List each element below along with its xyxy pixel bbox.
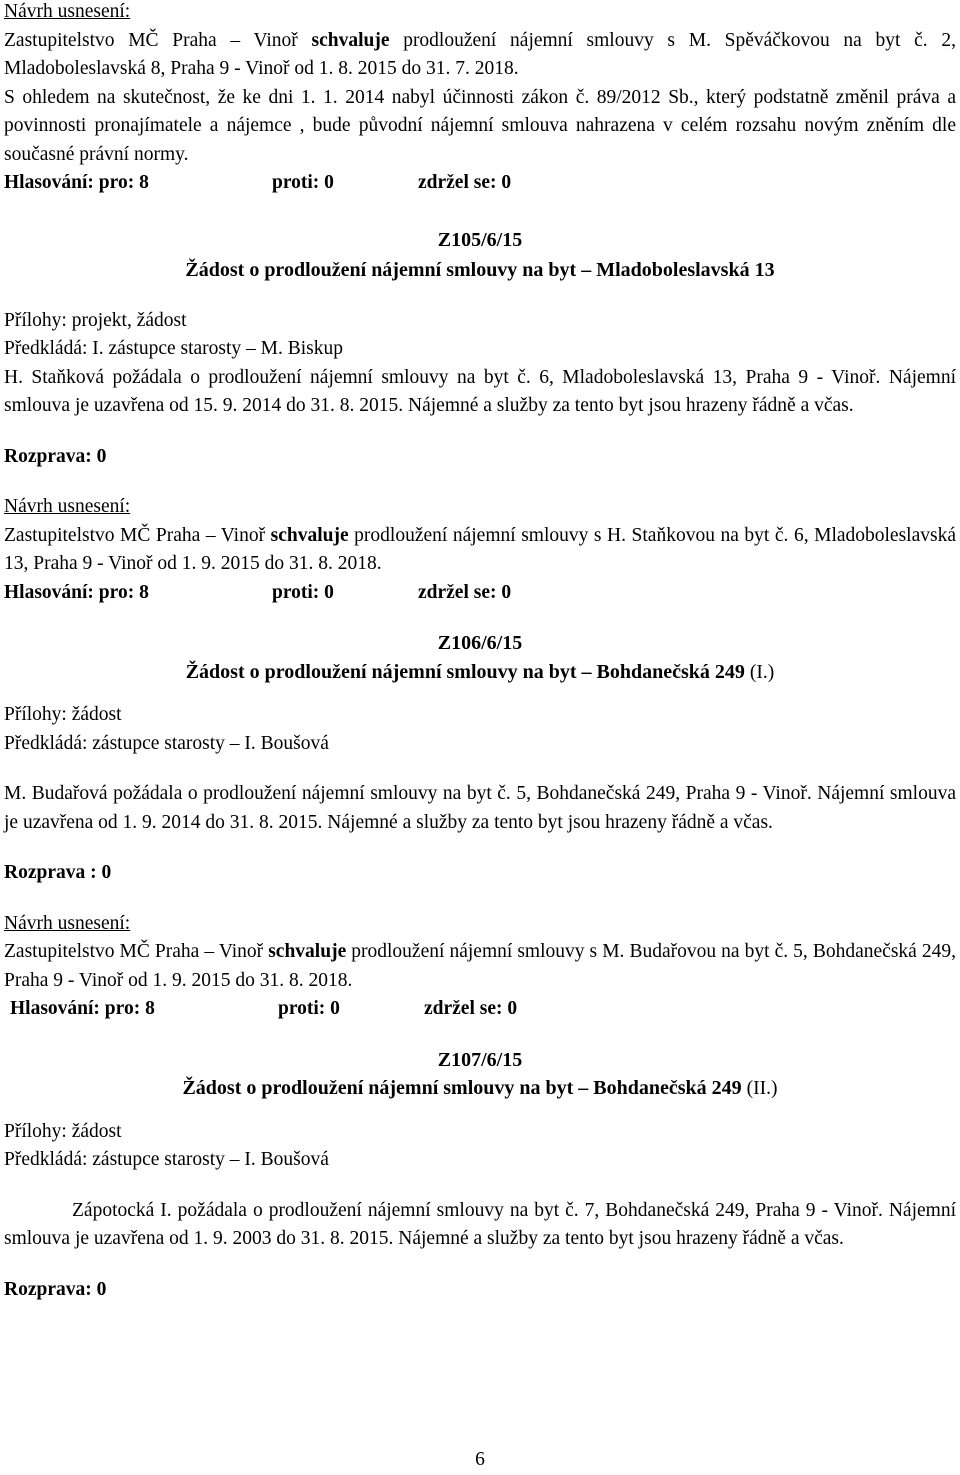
presenter: Předkládá: zástupce starosty – I. Boušová: [4, 1149, 329, 1170]
resolution-verb: schvaluje: [270, 524, 349, 546]
vote-zdrzel: zdržel se: 0: [418, 581, 512, 603]
vote-line: [4, 995, 956, 1024]
attachments: Přílohy: žádost: [4, 1120, 122, 1142]
item-body: H. Staňková požádala o prodloužení nájemní smlouvy na byt č. 6, Mladoboleslavská 13, Praha 9 - Vinoř. Nájemní smlouva je uzavřena od 15. 9. 2014 do 31. 8. 2015. Nájemné a služby za tento byt jsou hrazeny řádně a včas.: [4, 366, 956, 416]
resolution-text: Zastupitelstvo MČ Praha – Vinoř schvaluje prodloužení nájemní smlouvy s M. Budařovou na byt č. 5, Bohdanečská 249, Praha 9 - Vinoř od 1. 9. 2015 do 31. 8. 2018.: [4, 941, 956, 991]
discussion: Rozprava: 0: [4, 1278, 107, 1300]
presenter: Předkládá: zástupce starosty – I. Boušová: [4, 732, 329, 754]
attachments: Přílohy: projekt, žádost: [4, 309, 187, 331]
vote-pro: Hlasování: pro: 8: [4, 581, 149, 603]
item-body: M. Budařová požádala o prodloužení nájemní smlouvy na byt č. 5, Bohdanečská 249, Praha 9 - Vinoř. Nájemní smlouva je uzavřena od 1. 9. 2014 do 31. 8. 2015. Nájemné a služby za tento byt jsou hrazeny řádně a včas.: [4, 783, 956, 833]
presenter: Předkládá: I. zástupce starosty – M. Biskup: [4, 338, 344, 359]
resolution-text: Zastupitelstvo MČ Praha – Vinoř schvaluje prodloužení nájemní smlouvy s M. Spěváčkovou na byt č. 2, Mladoboleslavská 8, Praha 9 - Vinoř od 1. 8. 2015 do 31. 7. 2018.: [4, 29, 957, 79]
item-number: Z106/6/15: [437, 632, 523, 654]
discussion: Rozprava: 0: [4, 445, 107, 467]
vote-line: [4, 579, 956, 608]
vote-proti: proti: 0: [272, 581, 334, 603]
resolution-note: S ohledem na skutečnost, že ke dni 1. 1. 2014 nabyl účinnosti zákon č. 89/2012 Sb., který podstatně změnil práva a povinnosti pronajímatele a nájemce , bude původní nájemní smlouva nahrazena v celém rozsahu novým zněním dle současné právní normy.: [4, 86, 956, 165]
item-title: Žádost o prodloužení nájemní smlouvy na byt – Bohdanečská 249 (I.): [185, 660, 775, 683]
item-number: Z105/6/15: [437, 228, 523, 251]
discussion: Rozprava : 0: [4, 862, 112, 883]
item-title: Žádost o prodloužení nájemní smlouvy na byt – Mladoboleslavská 13: [185, 259, 775, 281]
vote-line: [4, 169, 956, 198]
vote-zdrzel: zdržel se: 0: [418, 172, 512, 193]
vote-proti: proti: 0: [278, 998, 340, 1019]
vote-zdrzel: zdržel se: 0: [424, 998, 518, 1019]
item-number: Z107/6/15: [437, 1048, 523, 1071]
document-page: [4, 0, 956, 1304]
resolution-heading: Návrh usnesení:: [4, 496, 131, 517]
vote-pro: Hlasování: pro: 8: [4, 172, 149, 193]
item-title: Žádost o prodloužení nájemní smlouvy na byt – Bohdanečská 249 (II.): [182, 1077, 778, 1099]
attachments: Přílohy: žádost: [4, 704, 122, 725]
page-number: 6: [475, 1449, 485, 1470]
agenda-item-z105: [4, 226, 956, 608]
item-body: Zápotocká I. požádala o prodloužení nájemní smlouvy na byt č. 7, Bohdanečská 249, Praha 9 - Vinoř. Nájemní smlouva je uzavřena od 1. 9. 2003 do 31. 8. 2015. Nájemné a služby za tento byt jsou hrazeny řádně a včas.: [4, 1199, 956, 1249]
resolution-verb: schvaluje: [268, 941, 347, 962]
resolution-verb: schvaluje: [311, 29, 390, 51]
agenda-item-z106: [4, 629, 956, 1024]
resolution-text: Zastupitelstvo MČ Praha – Vinoř schvaluje prodloužení nájemní smlouvy s H. Staňkovou na byt č. 6, Mladoboleslavská 13, Praha 9 - Vinoř od 1. 9. 2015 do 31. 8. 2018.: [4, 524, 956, 574]
resolution-heading: Návrh usnesení:: [4, 912, 131, 934]
resolution-block-0: [4, 0, 956, 198]
vote-pro: Hlasování: pro: 8: [10, 998, 155, 1019]
vote-proti: proti: 0: [272, 172, 334, 193]
agenda-item-z107: [4, 1046, 956, 1305]
resolution-heading: Návrh usnesení:: [4, 1, 131, 22]
